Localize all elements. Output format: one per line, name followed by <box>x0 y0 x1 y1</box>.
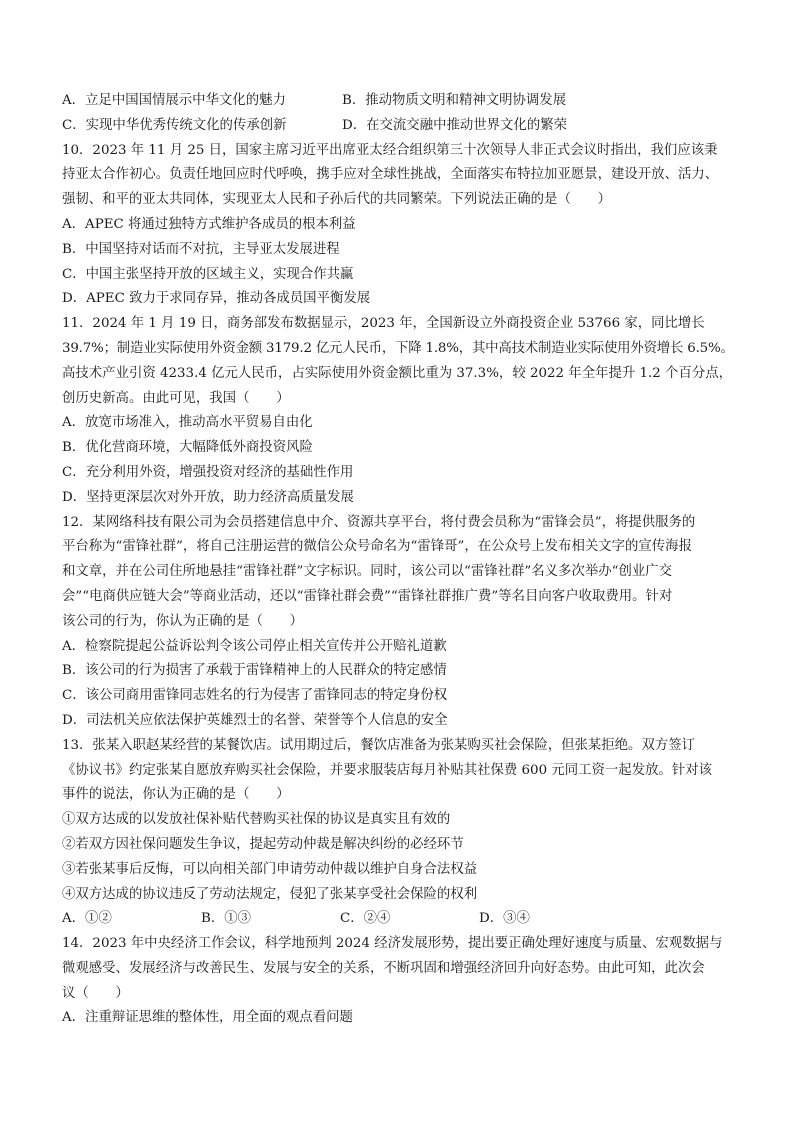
question-10 <box>62 139 734 313</box>
option-b: B．优化营商环境，大幅降低外商投资风险 <box>62 440 313 456</box>
question-stem-line: 14．2023 年中央经济工作会议，科学地预判 2024 经济发展形势，提出要正确处理好速度与质量、宏观数据与 <box>62 936 723 952</box>
option-row <box>62 114 734 139</box>
option-a: A．立足中国国情展示中华文化的魅力 <box>62 93 286 108</box>
question-stem-line: 和文章，并在公司住所地悬挂“雷锋社群”文字标识。同时，该公司以“雷锋社群”名义多次举办“创业广交 <box>62 564 673 580</box>
option-c: C．②④ <box>340 911 391 927</box>
exam-page <box>62 89 734 1031</box>
question-9-options <box>62 89 734 139</box>
option-c: C．中国主张坚持开放的区域主义，实现合作共赢 <box>62 266 354 282</box>
option-b: B．该公司的行为损害了承载于雷锋精神上的人民群众的特定感情 <box>62 663 447 679</box>
option-a: A．APEC 将通过独特方式维护各成员的根本利益 <box>62 216 356 232</box>
question-stem-line: 《协议书》约定张某自愿放弃购买社会保险，并要求服装店每月补贴其社保费 600 元同工资一起发放。针对该 <box>62 762 713 778</box>
option-c: C．充分利用外资，增强投资对经济的基础性作用 <box>62 464 354 480</box>
question-stem-line: 微观感受、发展经济与改善民生、发展与安全的关系，不断巩固和增强经济回升向好态势。由此可知，此次会 <box>62 960 705 976</box>
statement-1: ①双方达成的以发放社保补贴代替购买社保的协议是真实且有效的 <box>62 812 451 828</box>
option-row <box>62 907 734 932</box>
question-stem-line: 该公司的行为，你认为正确的是（ ） <box>62 613 304 629</box>
question-stem-line: 12．某网络科技有限公司为会员搭建信息中介、资源共享平台，将付费会员称为“雷锋会员”，将提供服务的 <box>62 514 696 530</box>
option-c: C．实现中华优秀传统文化的传承创新 <box>62 117 287 133</box>
option-a: A．检察院提起公益诉讼判令该公司停止相关宣传并公开赔礼道歉 <box>62 638 447 654</box>
question-14 <box>62 932 734 1031</box>
option-d: D．坚持更深层次对外开放，助力经济高质量发展 <box>62 489 354 505</box>
question-12 <box>62 511 734 734</box>
question-11 <box>62 312 734 510</box>
option-b: B．①③ <box>201 911 252 927</box>
option-c: C．该公司商用雷锋同志姓名的行为侵害了雷锋同志的特定身份权 <box>62 688 448 704</box>
question-stem-line: 议（ ） <box>62 985 129 1001</box>
option-d: D．在交流交融中推动世界文化的繁荣 <box>342 117 567 133</box>
option-d: D．③④ <box>479 911 530 927</box>
option-b: B．中国坚持对话而不对抗，主导亚太发展进程 <box>62 241 340 257</box>
question-stem-line: 高技术产业引资 4233.4 亿元人民币，占实际使用外资金额比重为 37.3%，较 2022 年全年提升 1.2 个百分点， <box>62 365 733 381</box>
option-d: D．司法机关应依法保护英雄烈士的名誉、荣誉等个人信息的安全 <box>62 712 448 728</box>
option-a: A．①② <box>62 911 112 927</box>
question-stem-line: 10．2023 年 11 月 25 日，国家主席习近平出席亚太经合组织第三十次领导人非正式会议时指出，我们应该秉 <box>62 142 718 158</box>
option-b: B．推动物质文明和精神文明协调发展 <box>342 93 567 108</box>
question-stem-line: 强韧、和平的亚太共同体，实现亚太人民和子孙后代的共同繁荣。下列说法正确的是（ ） <box>62 192 612 208</box>
option-a: A．注重辩证思维的整体性，用全面的观点看问题 <box>62 1010 353 1026</box>
statement-2: ②若双方因社保问题发生争议，提起劳动仲裁是解决纠纷的必经环节 <box>62 836 464 852</box>
option-row <box>62 89 734 114</box>
question-stem-line: 持亚太合作初心。负责任地回应时代呼唤，携手应对全球性挑战，全面落实布特拉加亚愿景，建设开放、活力、 <box>62 167 719 183</box>
question-stem-line: 13．张某入职赵某经营的某餐饮店。试用期过后，餐饮店准备为张某购买社会保险，但张某拒绝。双方签订 <box>62 737 696 753</box>
statement-4: ④双方达成的协议违反了劳动法规定，侵犯了张某享受社会保险的权利 <box>62 886 478 902</box>
question-stem-line: 会”“电商供应链大会”等商业活动，还以“雷锋社群会费”“雷锋社群推广费”等名目向客户收取费用。针对 <box>62 588 673 604</box>
question-stem-line: 39.7%；制造业实际使用外资金额 3179.2 亿元人民币，下降 1.8%，其中高技术制造业实际使用外资增长 6.5%。 <box>62 340 734 356</box>
question-stem-line: 11．2024 年 1 月 19 日，商务部发布数据显示，2023 年，全国新设立外商投资企业 53766 家，同比增长 <box>62 316 705 332</box>
question-13 <box>62 734 734 932</box>
option-a: A．放宽市场准入，推动高水平贸易自由化 <box>62 415 313 431</box>
statement-3: ③若张某事后反悔，可以向相关部门申请劳动仲裁以维护自身合法权益 <box>62 861 478 877</box>
question-stem-line: 创历史新高。由此可见，我国（ ） <box>62 390 290 406</box>
option-d: D．APEC 致力于求同存异，推动各成员国平衡发展 <box>62 291 371 307</box>
question-stem-line: 平台称为“雷锋社群”，将自己注册运营的微信公众号命名为“雷锋哥”，在公众号上发布相关文字的宣传海报 <box>62 539 692 555</box>
question-stem-line: 事件的说法，你认为正确的是（ ） <box>62 787 290 803</box>
